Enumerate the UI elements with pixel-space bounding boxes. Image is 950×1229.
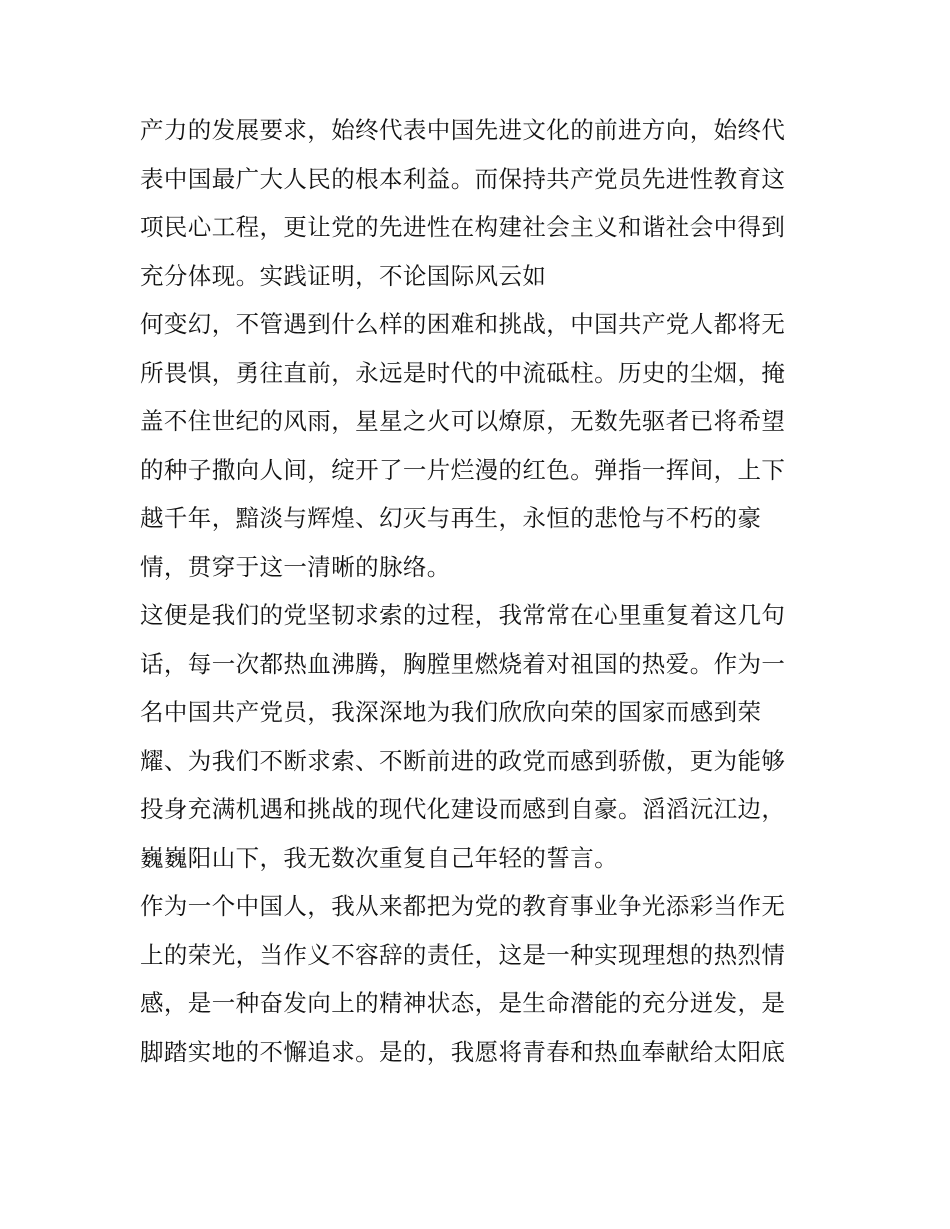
text-line: 充分体现。实践证明，不论国际风云如 xyxy=(140,261,547,290)
text-line: 耀、为我们不断求索、不断前进的政党而感到骄傲，更为能够 xyxy=(140,746,786,775)
text-line: 越千年，黯淡与辉煌、幻灭与再生，永恒的悲怆与不朽的豪 xyxy=(140,504,762,532)
text-line: 话，每一次都热血沸腾，胸膛里燃烧着对祖国的热爱。作为一 xyxy=(140,649,786,678)
text-line: 巍巍阳山下，我无数次重复自己年轻的誓言。 xyxy=(140,843,618,872)
body-text xyxy=(140,106,820,1076)
text-line: 盖不住世纪的风雨，星星之火可以燎原，无数先驱者已将希望 xyxy=(140,407,786,435)
text-line: 投身充满机遇和挑战的现代化建设而感到自豪。滔滔沅江边， xyxy=(140,795,786,823)
text-line: 产力的发展要求，始终代表中国先进文化的前进方向，始终代 xyxy=(140,116,786,144)
text-line: 作为一个中国人，我从来都把为党的教育事业争光添彩当作无 xyxy=(140,892,786,920)
text-line: 所畏惧，勇往直前，永远是时代的中流砥柱。历史的尘烟，掩 xyxy=(140,358,786,387)
text-line: 何变幻，不管遇到什么样的困难和挑战，中国共产党人都将无 xyxy=(140,310,786,338)
text-line: 脚踏实地的不懈追求。是的，我愿将青春和热血奉献给太阳底 xyxy=(140,1037,786,1066)
text-line: 这便是我们的党坚韧求索的过程，我常常在心里重复着这几句 xyxy=(140,601,786,629)
text-line: 上的荣光，当作义不容辞的责任，这是一种实现理想的热烈情 xyxy=(140,940,786,969)
text-line: 情，贯穿于这一清晰的脉络。 xyxy=(140,552,451,581)
text-line: 名中国共产党员，我深深地为我们欣欣向荣的国家而感到荣 xyxy=(140,698,762,726)
text-line: 感，是一种奋发向上的精神状态，是生命潜能的充分迸发，是 xyxy=(140,989,786,1017)
text-line: 表中国最广大人民的根本利益。而保持共产党员先进性教育这 xyxy=(140,164,786,193)
text-line: 项民心工程，更让党的先进性在构建社会主义和谐社会中得到 xyxy=(140,213,786,241)
text-line: 的种子撒向人间，绽开了一片烂漫的红色。弹指一挥间，上下 xyxy=(140,455,786,484)
